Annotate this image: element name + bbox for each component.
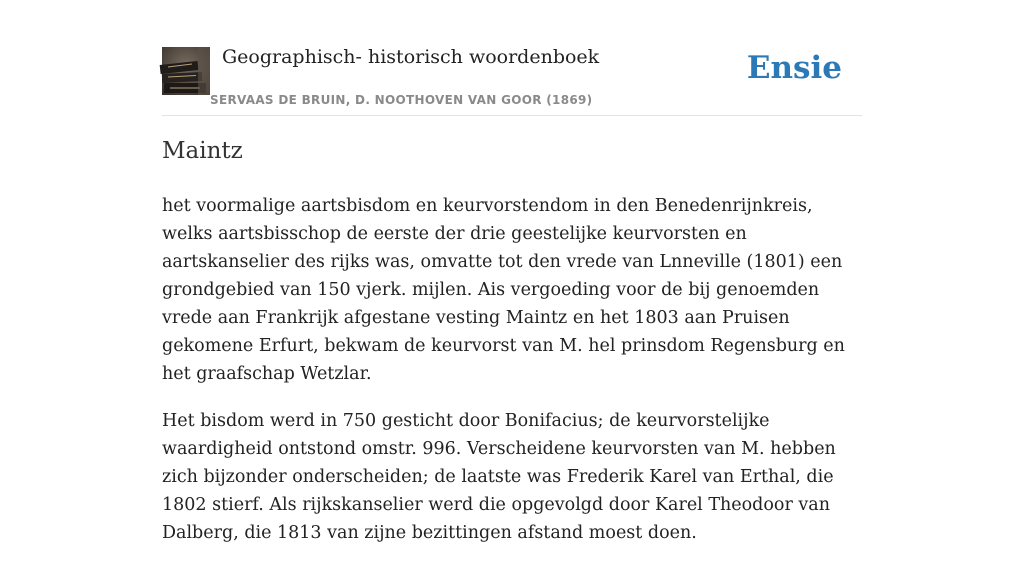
book-stack-icon — [162, 47, 210, 95]
entry-paragraph: Het bisdom werd in 750 gesticht door Bonifacius; de keurvorstelijke waardigheid ontstond omstr. 996. Verscheidene keurvorsten van M. hebben zich bijzonder onderscheiden; de laatste was Frederik Karel van Erthal, die 1802 stierf. Als rijkskanselier werd die opgevolgd door Karel Theodoor van Dalberg, die 1813 van zijne bezittingen afstand moest doen. — [162, 411, 836, 543]
ensie-logo[interactable]: Ensie — [746, 50, 842, 86]
entry-paragraph: het voormalige aartsbisdom en keurvorstendom in den Benedenrijnkreis, welks aartsbisschop de eerste der drie geestelijke keurvorsten en aartskanselier des rijks was, omvatte tot den vrede van Lnneville (1801) een grondgebied van 150 vjerk. mijlen. Ais vergoeding voor de bij genoemden vrede aan Frankrijk afgestane vesting Maintz en het 1803 aan Pruisen gekomene Erfurt, bekwam de keurvorst van M. hel prinsdom Regensburg en het graafschap Wetzlar. — [162, 196, 845, 384]
book-title[interactable]: Geographisch- historisch woordenboek — [222, 46, 600, 68]
entry-title: Maintz — [162, 138, 243, 164]
entry-body — [162, 192, 862, 566]
book-header — [162, 40, 862, 116]
book-cover-avatar[interactable] — [162, 47, 210, 95]
book-author[interactable]: SERVAAS DE BRUIN, D. NOOTHOVEN VAN GOOR (1869) — [210, 93, 593, 107]
